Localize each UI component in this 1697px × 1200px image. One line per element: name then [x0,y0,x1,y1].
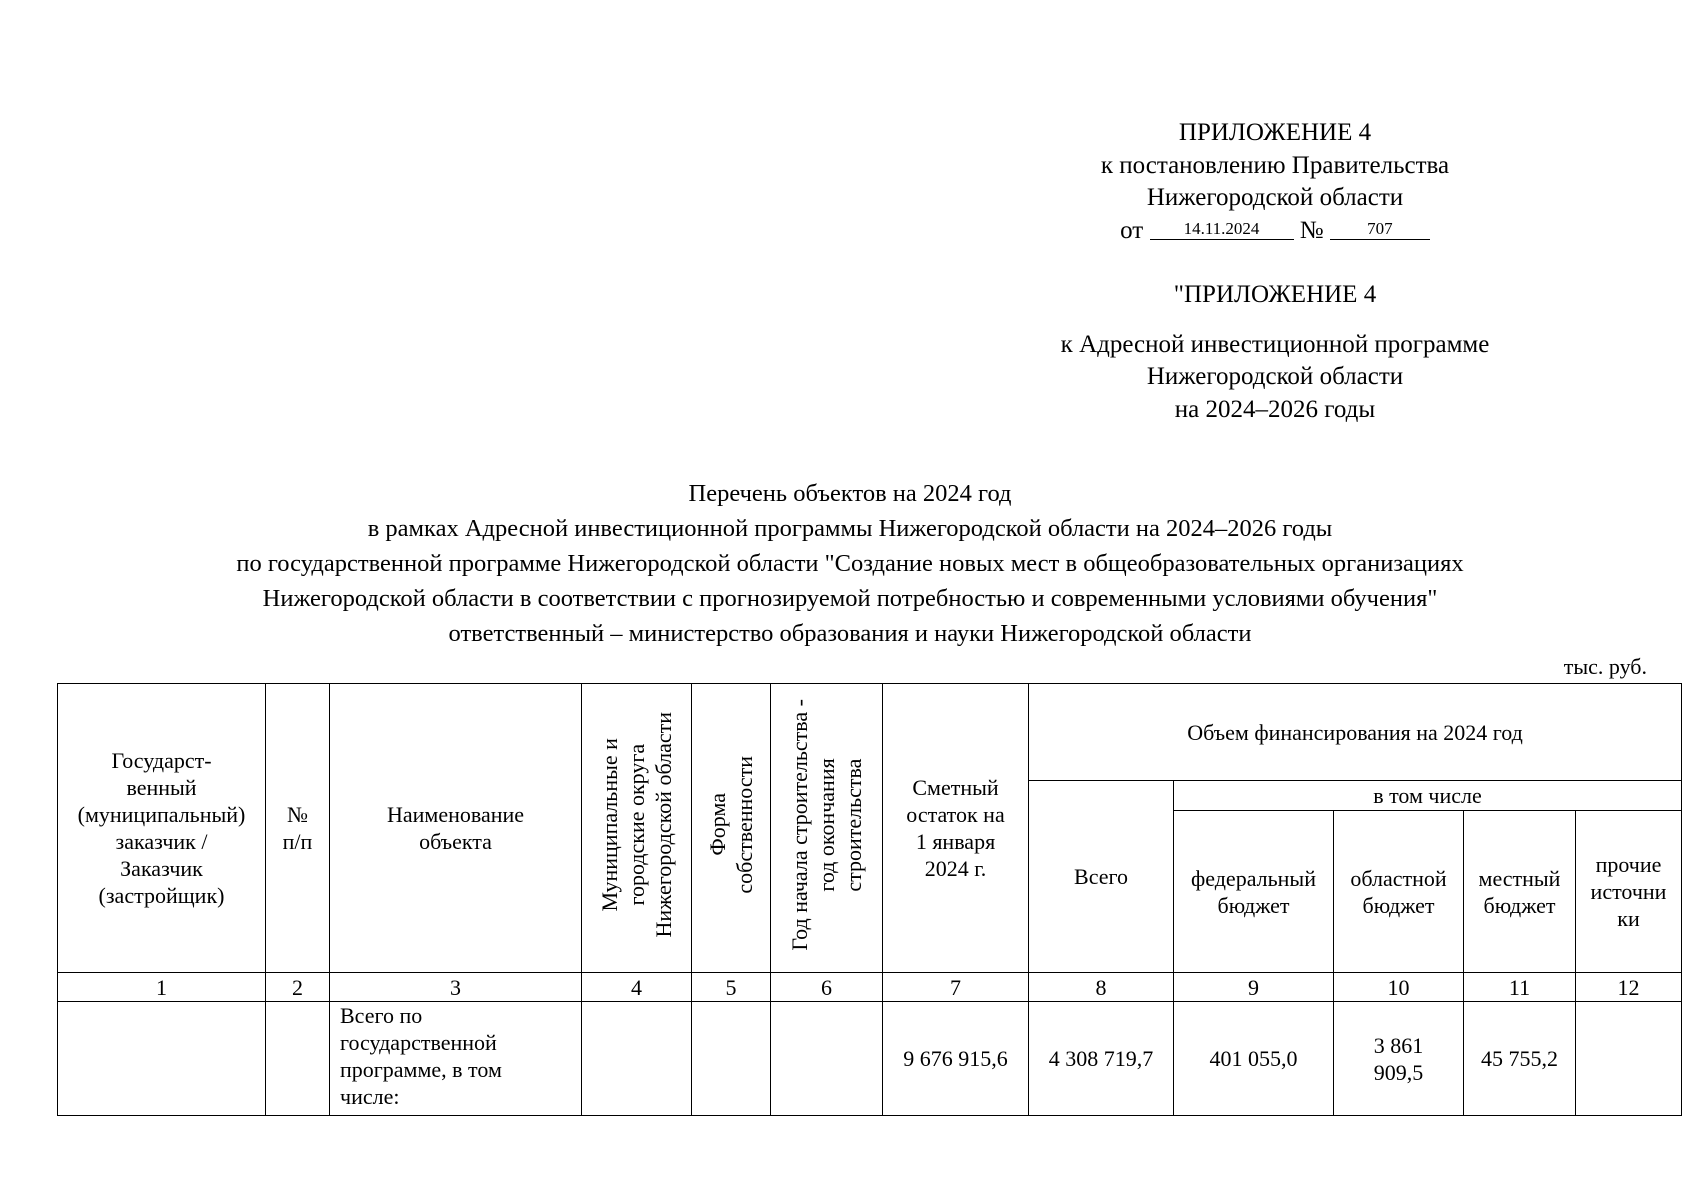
column-number: 3 [330,973,582,1002]
units-label: тыс. руб. [1563,654,1647,679]
approval-line-2: Нижегородской области [1146,184,1404,211]
cell-local: 45 755,2 [1464,1002,1576,1116]
column-number: 10 [1334,973,1464,1002]
table-row [58,1002,1682,1116]
column-number: 6 [771,973,883,1002]
appendix-block [1010,279,1540,426]
appendix-line-1: к Адресной инвестиционной программе [1060,330,1490,358]
header-customer: Государст- венный (муниципальный) заказчик / Заказчик (застройщик) [58,684,266,973]
column-number: 1 [58,973,266,1002]
header-construction-years: Год начала строительства - год окончания строительства [771,684,883,973]
header-estimated-balance: Сметный остаток на 1 января 2024 г. [883,684,1029,973]
appendix-line-2: Нижегородской области [1146,363,1404,390]
column-number: 9 [1174,973,1334,1002]
document-title [60,476,1640,651]
title-line: Перечень объектов на 2024 год [688,480,1012,507]
cell-total: 4 308 719,7 [1029,1002,1174,1116]
title-line: в рамках Адресной инвестиционной программы Нижегородской области на 2024–2026 годы [367,515,1333,542]
column-number: 8 [1029,973,1174,1002]
cell-years [771,1002,883,1116]
column-number-row [58,973,1682,1002]
column-number: 7 [883,973,1029,1002]
cell-regional: 3 861 909,5 [1334,1002,1464,1116]
cell-district [582,1002,692,1116]
column-number: 4 [582,973,692,1002]
date-value: 14.11.2024 [1150,219,1294,240]
cell-balance: 9 676 915,6 [883,1002,1029,1116]
header-name: Наименование объекта [330,684,582,973]
column-number: 12 [1576,973,1682,1002]
title-line: ответственный – министерство образования и науки Нижегородской области [448,620,1252,647]
header-including: в том числе [1174,781,1682,811]
number-label: № [1299,216,1324,244]
column-number: 11 [1464,973,1576,1002]
approval-line-1: к постановлению Правительства [1100,151,1450,179]
from-label: от [1120,216,1144,244]
header-local: местный бюджет [1464,811,1576,973]
cell-ownership [692,1002,771,1116]
objects-table [57,683,1682,1116]
header-ownership: Форма собственности [692,684,771,973]
cell-name: Всего по государственной программе, в том числе: [330,1002,582,1116]
cell-federal: 401 055,0 [1174,1002,1334,1116]
cell-customer [58,1002,266,1116]
column-number: 2 [266,973,330,1002]
header-number: № п/п [266,684,330,973]
header-total: Всего [1029,781,1174,973]
header-regional: областной бюджет [1334,811,1464,973]
title-line: Нижегородской области в соответствии с прогнозируемой потребностью и современными условиями обучения" [262,585,1438,612]
header-districts: Муниципальные и городские округа Нижегородской области [582,684,692,973]
cell-other [1576,1002,1682,1116]
header-other: прочие источни ки [1576,811,1682,973]
appendix-line-3: на 2024–2026 годы [1174,395,1376,423]
number-value: 707 [1330,219,1430,240]
approval-date-line [1040,215,1510,248]
title-line: по государственной программе Нижегородской области "Создание новых мест в общеобразовательных организациях [236,550,1464,577]
approval-block [1040,117,1510,247]
appendix-title: "ПРИЛОЖЕНИЕ 4 [1173,281,1377,308]
header-row-1 [58,684,1682,781]
column-number: 5 [692,973,771,1002]
approval-title: ПРИЛОЖЕНИЕ 4 [1178,119,1372,146]
cell-number [266,1002,330,1116]
header-federal: федеральный бюджет [1174,811,1334,973]
header-financing: Объем финансирования на 2024 год [1029,684,1682,781]
